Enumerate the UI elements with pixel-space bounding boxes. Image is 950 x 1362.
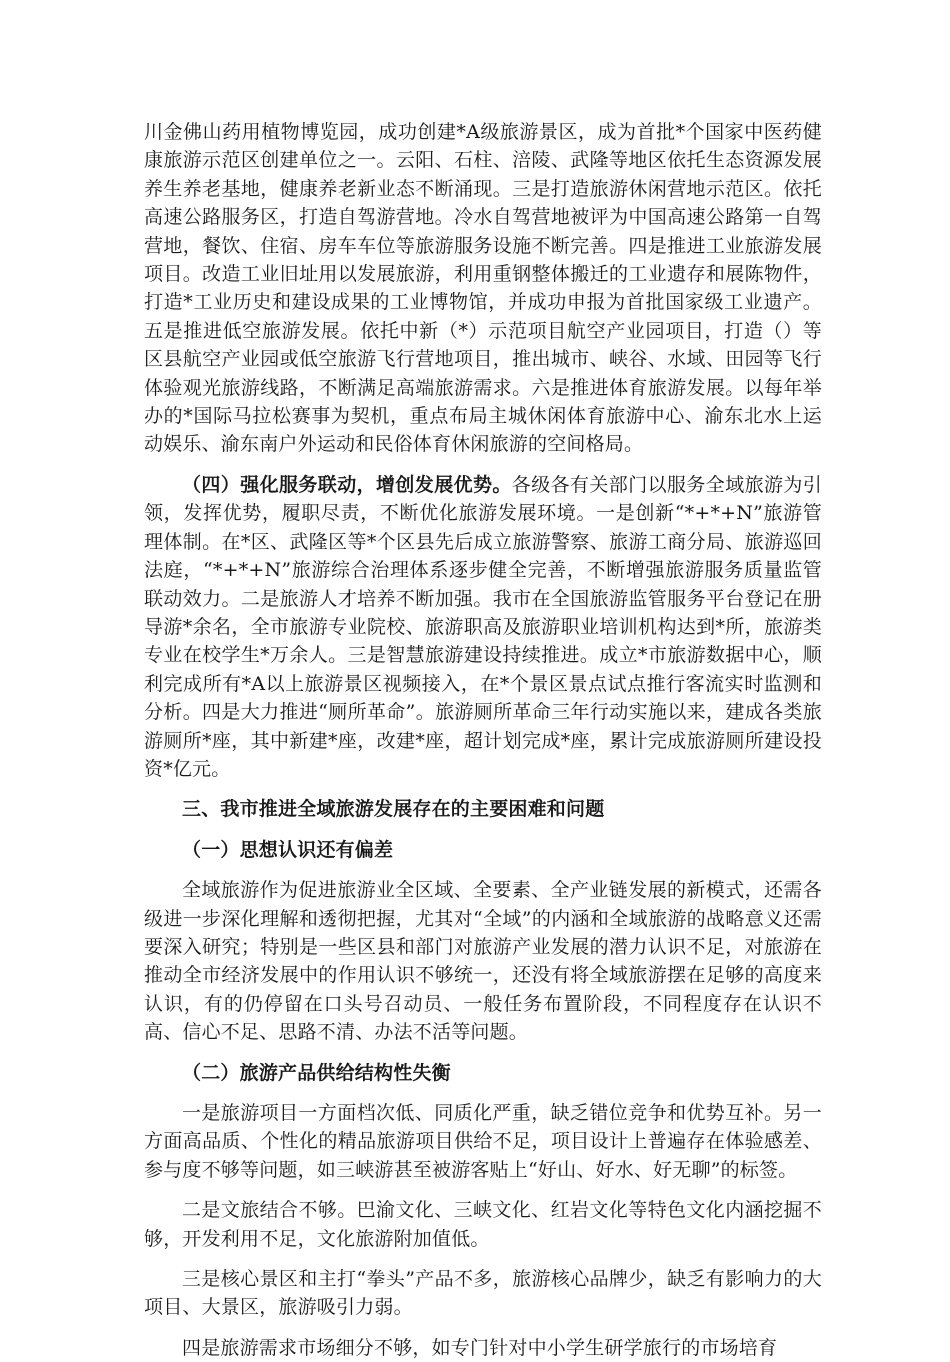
paragraph-tourism-projects: 川金佛山药用植物博览园，成功创建*A级旅游景区，成为首批*个国家中医药健康旅游示范区创建单位之一。云阳、石柱、涪陵、武隆等地区依托生态资源发展养生养老基地，健康养老新业态不断涌现。三是打造旅游休闲营地示范区。依托高速公路服务区，打造自驾游营地。冷水自驾营地被评为中国高速公路第一自驾营地，餐饮、住宿、房车车位等旅游服务设施不断完善。四是推进工业旅游发展项目。改造工业旧址用以发展旅游，利用重钢整体搬迁的工业遗存和展陈物件，打造*工业历史和建设成果的工业博物馆，并成功申报为首批国家级工业遗产。五是推进低空旅游发展。依托中新（*）示范项目航空产业园项目，打造（）等区县航空产业园或低空旅游飞行营地项目，推出城市、峡谷、水域、田园等飞行体验观光旅游线路，不断满足高端旅游需求。六是推进体育旅游发展。以每年举办的*国际马拉松赛事为契机，重点布局主城休闲体育旅游中心、渝东北水上运动娱乐、渝东南户外运动和民俗体育休闲旅游的空间格局。 [144,121,822,456]
section-lead-heading: （四）强化服务联动，增创发展优势。 [182,473,512,496]
paragraph-supply-3: 三是核心景区和主打“拳头”产品不多，旅游核心品牌少，缺乏有影响力的大项目、大景区，旅游吸引力弱。 [144,1268,822,1319]
paragraph-supply-1: 一是旅游项目一方面档次低、同质化严重，缺乏错位竞争和优势互补。另一方面高品质、个性化的精品旅游项目供给不足，项目设计上普遍存在体验感差、参与度不够等问题，如三峡游甚至被游客贴上“好山、好水、好无聊”的标签。 [144,1102,822,1181]
document-body [144,118,822,1362]
section-lead-body: 各级各有关部门以服务全域旅游为引领，发挥优势，履职尽责，不断优化旅游发展环境。一是创新“*+*+N”旅游管理体制。在*区、武隆区等*个区县先后成立旅游警察、旅游工商分局、旅游巡回法庭，“*+*+N”旅游综合治理体系逐步健全完善，不断增强旅游服务质量监管联动效力。二是旅游人才培养不断加强。我市在全国旅游监管服务平台登记在册导游*余名，全市旅游专业院校、旅游职高及旅游职业培训机构达到*所，旅游类专业在校学生*万余人。三是智慧旅游建设持续推进。成立*市旅游数据中心，顺利完成所有*A以上旅游景区视频接入，在*个景区景点试点推行客流实时监测和分析。四是大力推进“厕所革命”。旅游厕所革命三年行动实施以来，建成各类旅游厕所*座，其中新建*座，改建*座，超计划完成*座，累计完成旅游厕所建设投资*亿元。 [144,473,822,780]
subheading-ideological: （一）思想认识还有偏差 [182,838,394,861]
subheading-supply-imbalance: （二）旅游产品供给结构性失衡 [182,1061,451,1084]
section-heading-problems: 三、我市推进全域旅游发展存在的主要困难和问题 [182,798,605,821]
paragraph-supply-4: 四是旅游需求市场细分不够，如专门针对中小学生研学旅行的市场培育 [182,1336,778,1359]
paragraph-ideological: 全域旅游作为促进旅游业全区域、全要素、全产业链发展的新模式，还需各级进一步深化理解和透彻把握，尤其对“全域”的内涵和全域旅游的战略意义还需要深入研究；特别是一些区县和部门对旅游产业发展的潜力认识不足，对旅游在推动全市经济发展中的作用认识不够统一，还没有将全域旅游摆在足够的高度来认识，有的仍停留在口头号召动员、一般任务布置阶段，不同程度存在认识不高、信心不足、思路不清、办法不活等问题。 [144,879,822,1044]
paragraph-service-linkage [144,471,822,783]
paragraph-supply-2: 二是文旅结合不够。巴渝文化、三峡文化、红岩文化等特色文化内涵挖掘不够，开发利用不足，文化旅游附加值低。 [144,1199,822,1250]
